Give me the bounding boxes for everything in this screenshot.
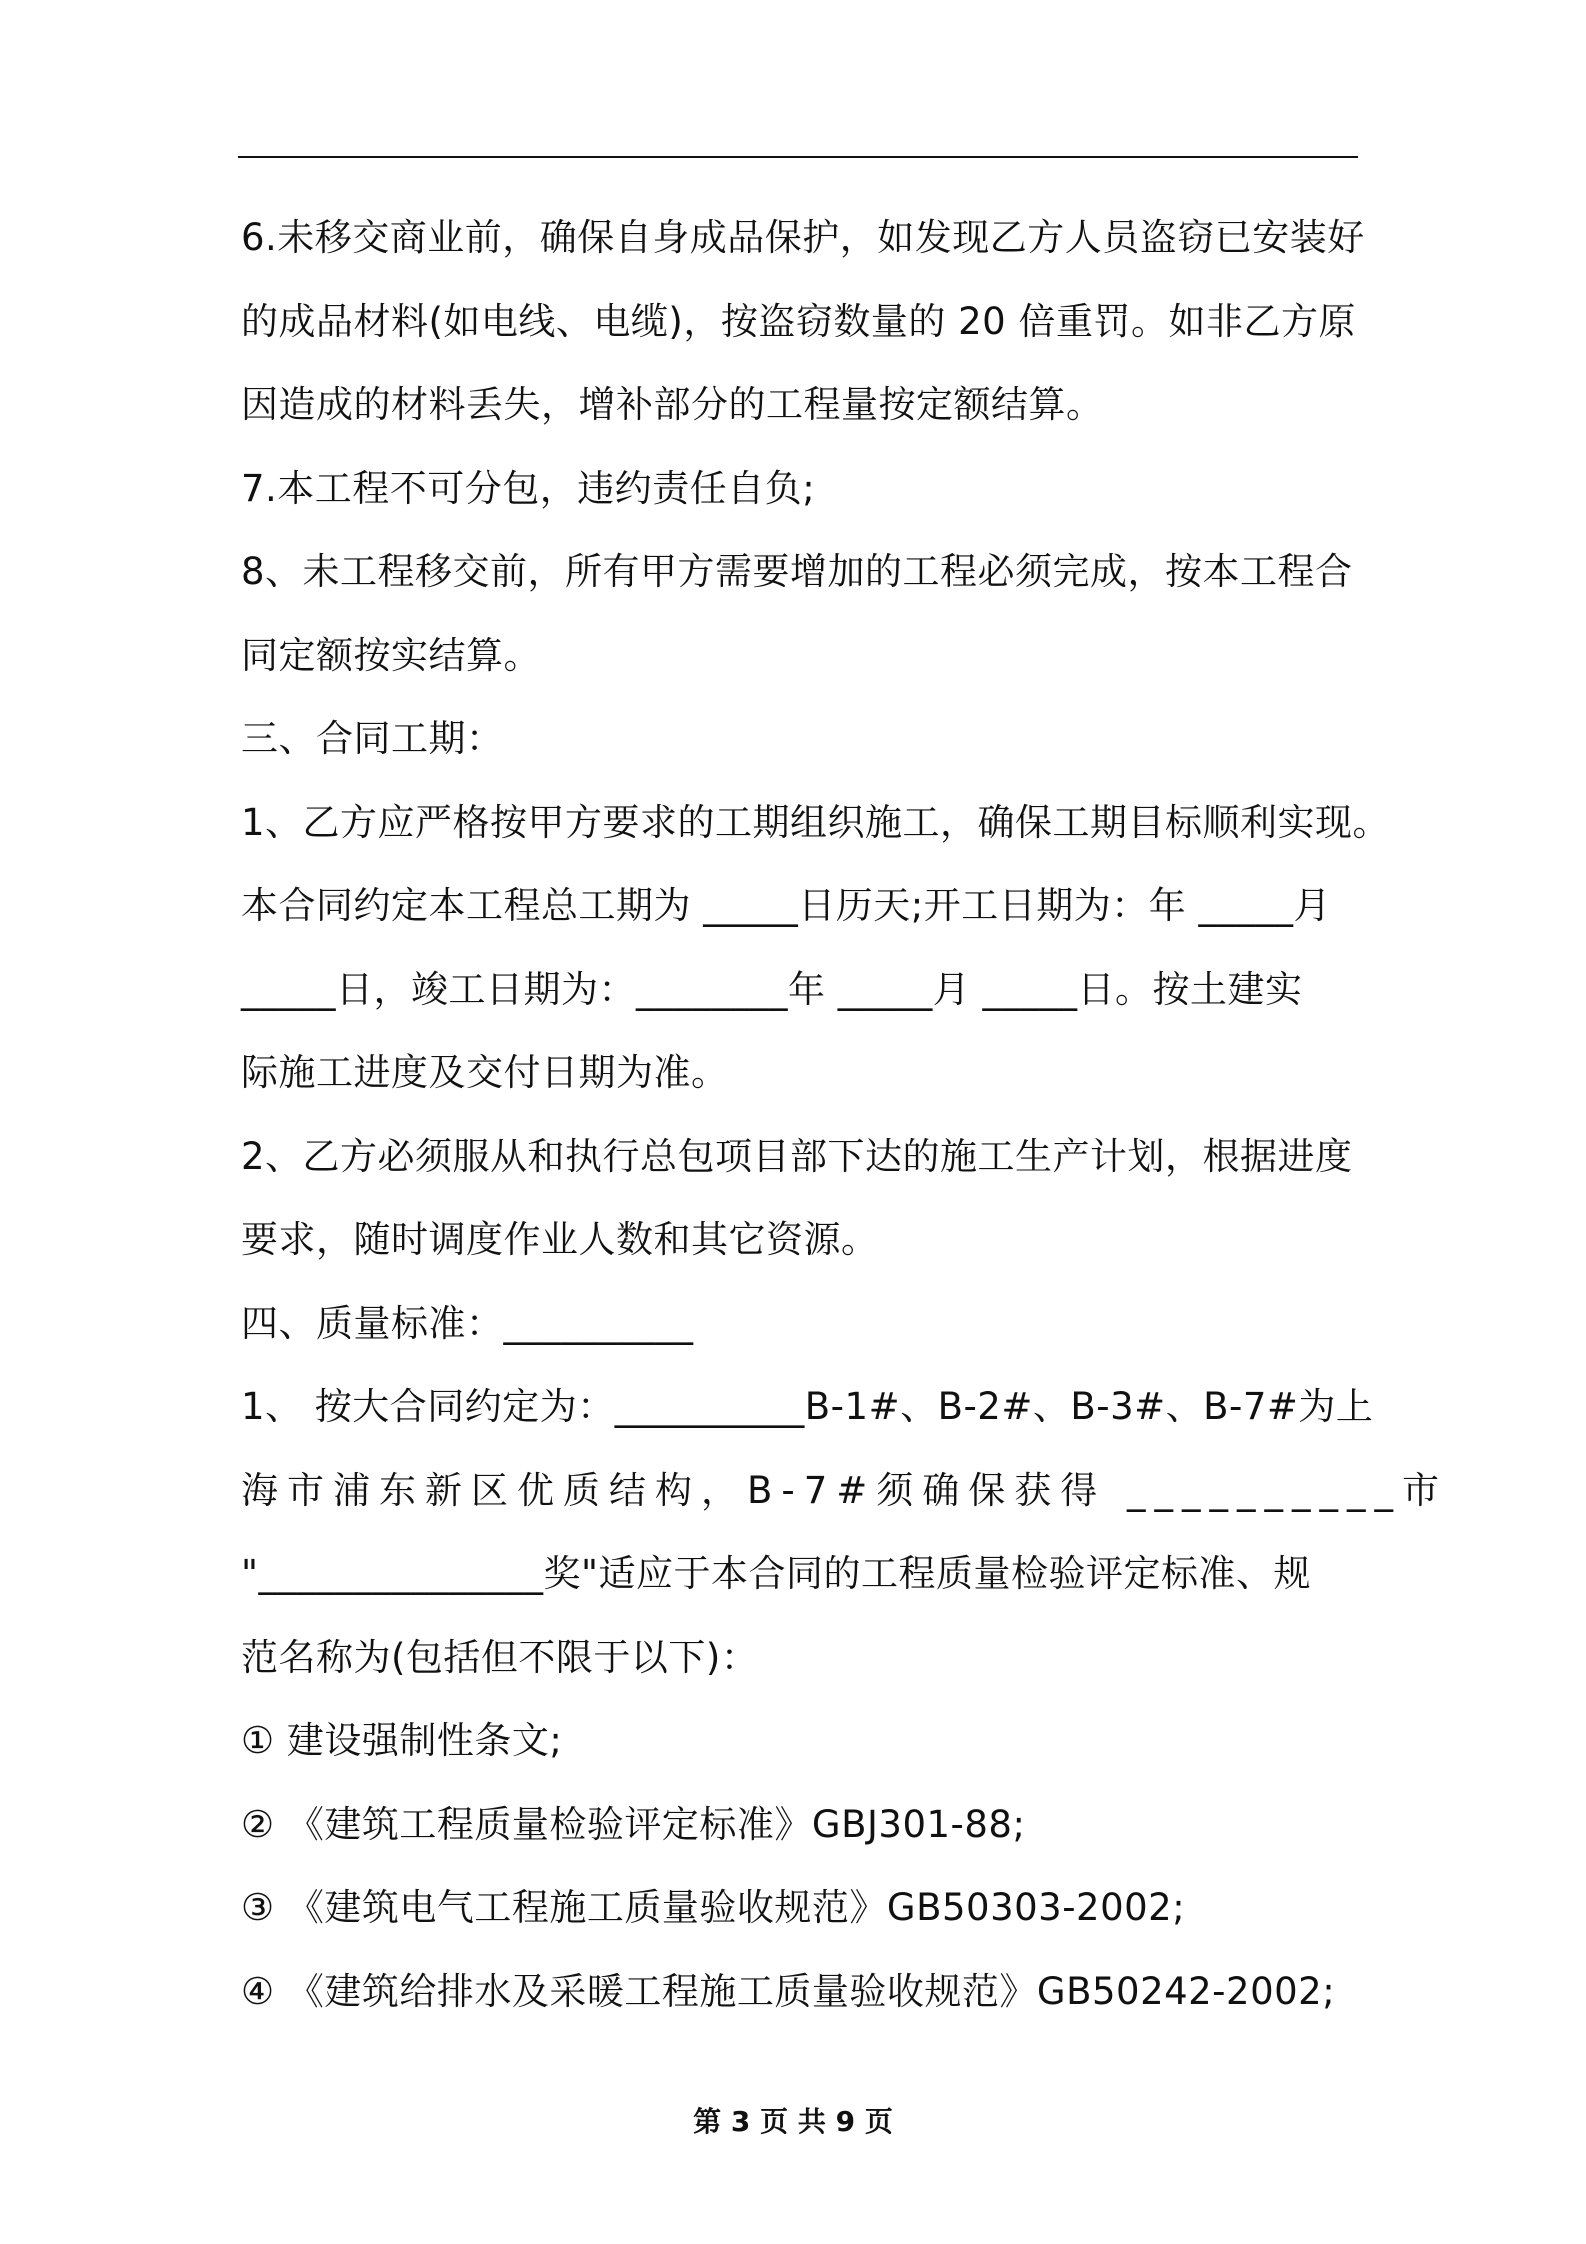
paragraph-line: 因造成的材料丢失，增补部分的工程量按定额结算。 xyxy=(241,383,1104,426)
standard-list-item: ② 《建筑工程质量检验评定标准》GBJ301-88; xyxy=(241,1802,1026,1846)
section-heading: 三、合同工期： xyxy=(241,717,504,760)
paragraph-line: 的成品材料(如电线、电缆)，按盗窃数量的 20 倍重罚。如非乙方原 xyxy=(241,299,1356,343)
paragraph-line: 1、乙方应严格按甲方要求的工期组织施工，确保工期目标顺利实现。 xyxy=(241,800,1391,844)
paragraph-line: 海市浦东新区优质结构，B-7#须确保获得 __________市 xyxy=(241,1468,1449,1512)
paragraph-line: 1、 按大合同约定为：__________B-1#、B-2#、B-3#、B-7#为上 xyxy=(241,1385,1374,1428)
paragraph-line: 要求，随时调度作业人数和其它资源。 xyxy=(241,1218,879,1261)
paragraph-line: 同定额按实结算。 xyxy=(241,633,541,677)
standard-list-item: ④ 《建筑给排水及采暖工程施工质量验收规范》GB50242-2002; xyxy=(241,1969,1336,2013)
paragraph-line: "_______________奖"适应于本合同的工程质量检验评定标准、规 xyxy=(241,1552,1312,1595)
standard-list-item: ① 建设强制性条文; xyxy=(241,1719,563,1762)
document-body xyxy=(241,196,1449,2033)
header-rule xyxy=(238,156,1358,158)
paragraph-line: 7.本工程不可分包，违约责任自负; xyxy=(241,466,816,510)
section-heading: 四、质量标准：__________ xyxy=(241,1301,694,1345)
paragraph-line: _____日，竣工日期为：________年 _____月 _____日。按土建实 xyxy=(241,967,1303,1011)
paragraph-line: 本合同约定本工程总工期为 _____日历天;开工日期为：年 _____月 xyxy=(241,884,1331,927)
paragraph-line: 8、未工程移交前，所有甲方需要增加的工程必须完成，按本工程合 xyxy=(241,550,1353,593)
page-number: 第 3 页 共 9 页 xyxy=(693,2105,893,2138)
paragraph-line: 6.未移交商业前，确保自身成品保护，如发现乙方人员盗窃已安装好 xyxy=(241,216,1365,259)
paragraph-line: 范名称为(包括但不限于以下)： xyxy=(241,1635,759,1679)
paragraph-line: 际施工进度及交付日期为准。 xyxy=(241,1051,729,1094)
standard-list-item: ③ 《建筑电气工程施工质量验收规范》GB50303-2002; xyxy=(241,1886,1186,1929)
paragraph-line: 2、乙方必须服从和执行总包项目部下达的施工生产计划，根据进度 xyxy=(241,1134,1353,1178)
